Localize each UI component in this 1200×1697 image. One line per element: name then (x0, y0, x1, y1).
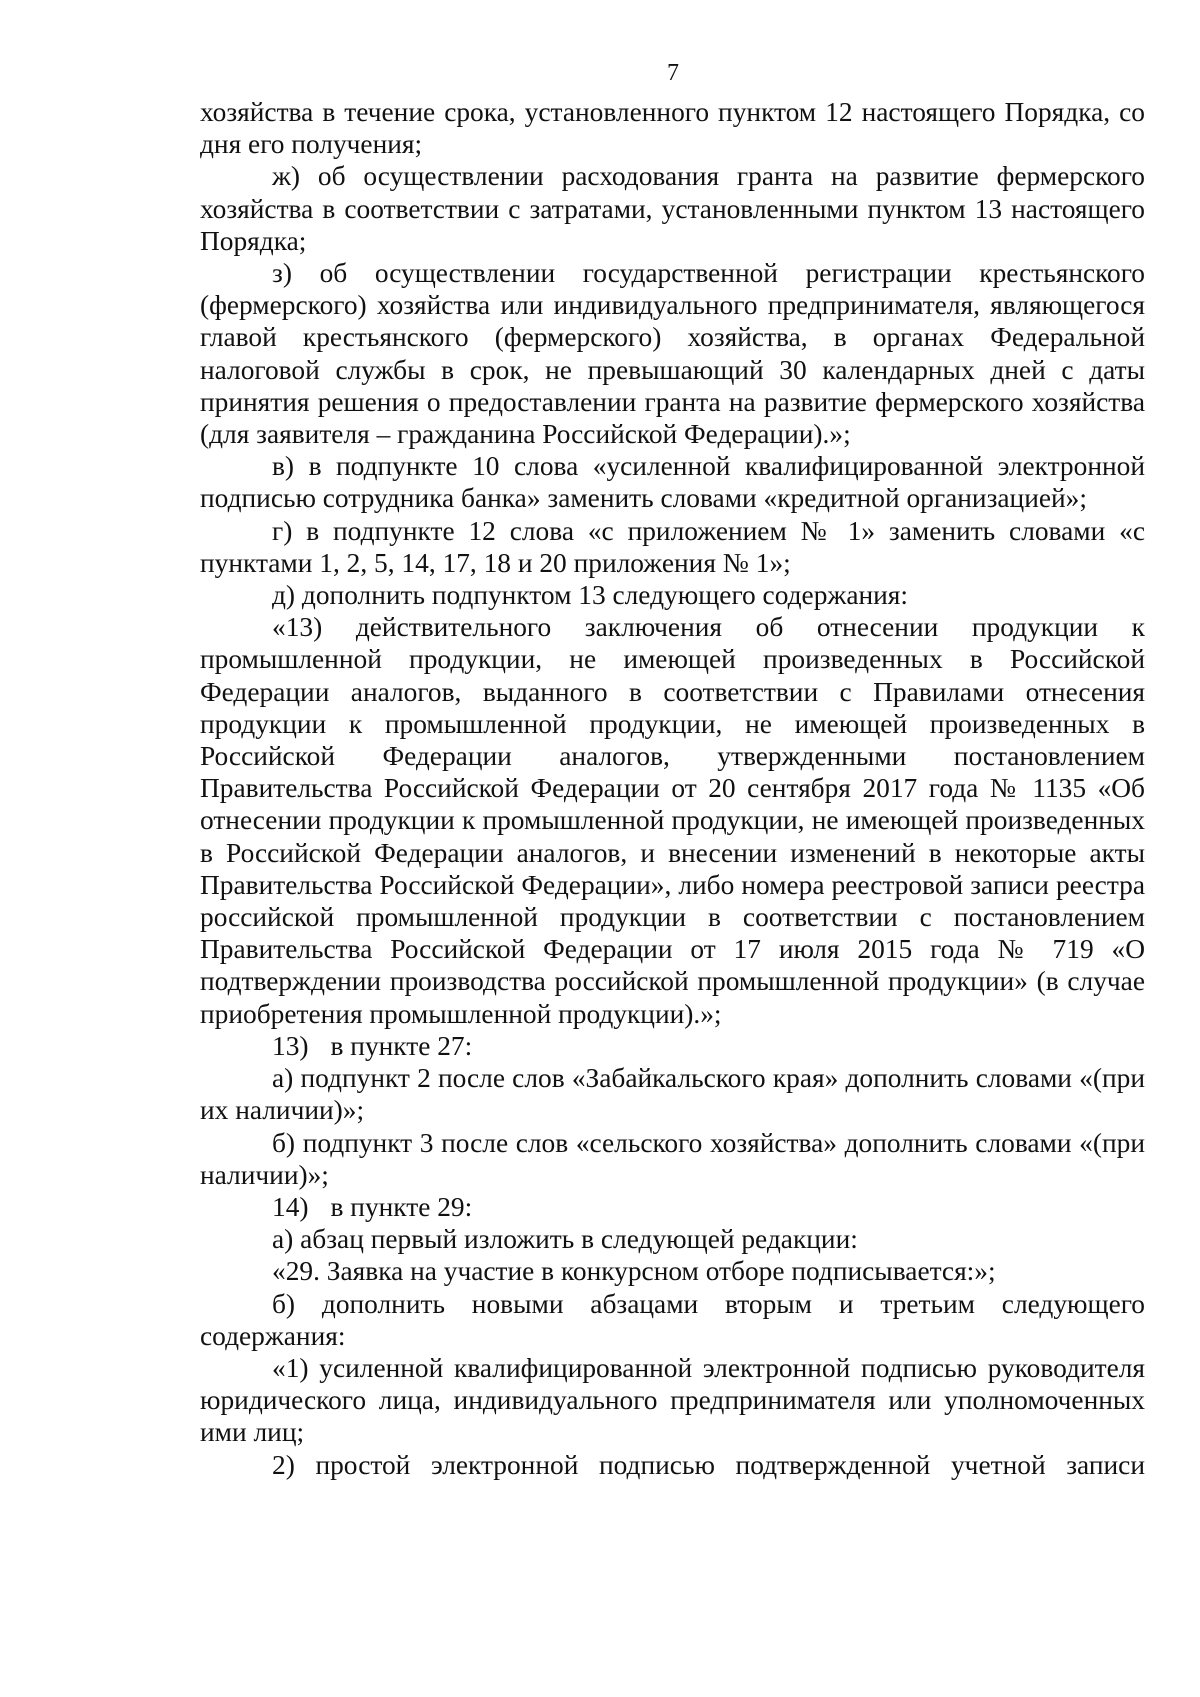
paragraph: б) подпункт 3 после слов «сельского хозяйства» дополнить словами «(при наличии)»; (200, 1127, 1145, 1190)
item-number: 14) (272, 1191, 309, 1222)
paragraph: хозяйства в течение срока, установленного пунктом 12 настоящего Порядка, со дня его получения; (200, 97, 1145, 160)
paragraph: з) об осуществлении государственной регистрации крестьянского (фермерского) хозяйства или индивидуального предпринимателя, являющегося главой крестьянского (фермерского) хозяйства, в органах Федеральной налоговой службы в срок, не превышающий 30 календарных дней с даты принятия решения о предоставлении гранта на развитие фермерского хозяйства (для заявителя – гражданина Российской Федерации).»; (200, 258, 1145, 450)
paragraph: д) дополнить подпунктом 13 следующего содержания: (272, 580, 909, 611)
paragraph: а) абзац первый изложить в следующей редакции: (272, 1224, 858, 1255)
numbered-item (200, 1191, 1145, 1223)
paragraph: «1) усиленной квалифицированной электронной подписью руководителя юридического лица, индивидуального предпринимателя или уполномоченных ими лиц; (200, 1352, 1145, 1448)
paragraph: а) подпункт 2 после слов «Забайкальского края» дополнить словами «(при их наличии)»; (200, 1063, 1145, 1126)
paragraph: ж) об осуществлении расходования гранта на развитие фермерского хозяйства в соответствии с затратами, установленными пунктом 13 настоящего Порядка; (200, 161, 1145, 256)
paragraph: б) дополнить новыми абзацами вторым и третьим следующего содержания: (200, 1288, 1145, 1351)
paragraph: г) в подпункте 12 слова «с приложением № 1» заменить словами «с пунктами 1, 2, 5, 14, 17, 18 и 20 приложения № 1»; (200, 515, 1145, 578)
page-number: 7 (667, 60, 679, 86)
item-number: 13) (272, 1030, 309, 1061)
paragraph: «13) действительного заключения об отнесении продукции к промышленной продукции, не имеющей произведенных в Российской Федерации аналогов, выданного в соответствии с Правилами отнесения продукции к промышленной продукции, не имеющей произведенных в Российской Федерации аналогов, утвержденными постановлением Правительства Российской Федерации от 20 сентября 2017 года № 1135 «Об отнесении продукции к промышленной продукции, не имеющей произведенных в Российской Федерации аналогов, и внесении изменений в некоторые акты Правительства Российской Федерации», либо номера реестровой записи реестра российской промышленной продукции в соответствии с постановлением Правительства Российской Федерации от 17 июля 2015 года № 719 «О подтверждении производства российской промышленной продукции» (в случае приобретения промышленной продукции).»; (200, 612, 1145, 1029)
item-text: в пункте 29: (330, 1191, 473, 1222)
paragraph: в) в подпункте 10 слова «усиленной квалифицированной электронной подписью сотрудника банка» заменить словами «кредитной организацией»; (200, 451, 1145, 514)
page-body (200, 96, 1145, 1481)
paragraph: «29. Заявка на участие в конкурсном отборе подписывается:»; (272, 1256, 996, 1287)
numbered-item (200, 1030, 1145, 1062)
paragraph: 2) простой электронной подписью подтвержденной учетной записи (272, 1449, 1145, 1480)
item-text: в пункте 27: (330, 1030, 473, 1061)
